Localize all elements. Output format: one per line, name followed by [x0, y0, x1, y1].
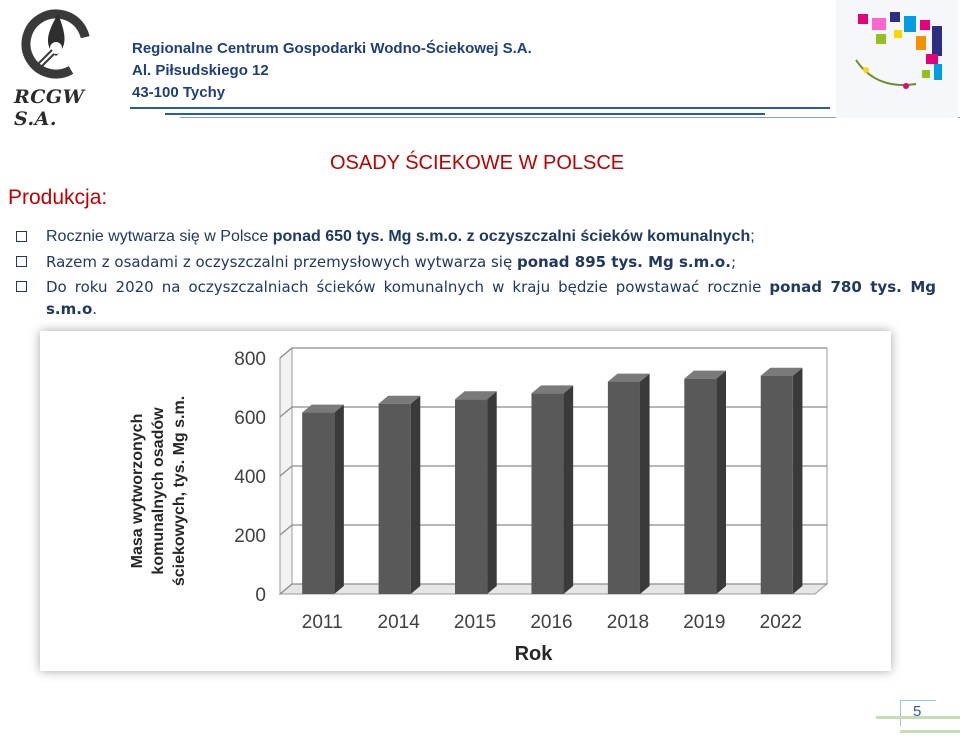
bullet-text-regular: Rocznie wytwarza się w Polsce: [46, 228, 273, 245]
bar-side: [487, 391, 497, 594]
bar: [608, 382, 640, 594]
bullet-text: [46, 226, 936, 248]
bar-side: [716, 371, 726, 594]
bar: [455, 399, 487, 594]
bullet-text-regular: ;: [730, 253, 736, 271]
page-title: OSADY ŚCIEKOWE W POLSCE: [330, 152, 625, 174]
bullet-text: [46, 276, 936, 320]
y-axis-label-line: ściekowych, tys. Mg s.m.: [171, 395, 188, 587]
header-divider: [130, 107, 830, 109]
bar: [761, 376, 793, 594]
bar-side: [411, 396, 421, 594]
bullet-text-regular: ;: [750, 228, 755, 245]
company-address: [132, 38, 532, 104]
y-tick-label: 200: [234, 526, 266, 547]
decorative-mosaic-icon: [836, 0, 958, 118]
list-item: [16, 251, 936, 273]
list-item: [16, 226, 936, 248]
company-logo: [6, 4, 118, 130]
y-tick-label: 400: [234, 467, 266, 488]
bullet-text-bold: ponad 780 tys. Mg s.m.o: [46, 278, 936, 318]
bar-side: [793, 368, 803, 594]
logo-emblem-icon: [6, 4, 118, 88]
page-number: 5: [913, 703, 922, 720]
bar-chart-canvas: [40, 331, 891, 671]
footer-decoration: [900, 730, 960, 733]
bullet-text-bold: ponad 895 tys. Mg s.m.o.: [516, 253, 731, 271]
bar: [379, 404, 411, 594]
y-axis-label-line: Masa wytworzonych: [129, 413, 146, 569]
bar: [531, 393, 563, 594]
bullet-text-regular: Do roku 2020 na oczyszczalniach ścieków komunalnych w kraju będzie powstawać rocznie: [46, 278, 770, 296]
x-tick-label: 2015: [453, 612, 497, 633]
bar-side: [334, 405, 344, 594]
section-label: Produkcja:: [8, 186, 108, 209]
checkbox-bullet-icon: [16, 231, 27, 242]
company-street: Al. Piłsudskiego 12: [132, 62, 269, 79]
bullet-text-regular: Razem z osadami z oczyszczalni przemysłowych wytwarza się: [46, 253, 517, 271]
checkbox-bullet-icon: [16, 281, 27, 292]
list-item: [16, 276, 936, 320]
bullet-text: [46, 251, 936, 273]
company-name: Regionalne Centrum Gospodarki Wodno-Ściekowej S.A.: [132, 40, 532, 57]
header-decoration-image: [836, 0, 958, 118]
bullet-text-bold: ponad 650 tys. Mg s.m.o. z oczyszczalni ścieków komunalnych: [272, 228, 751, 245]
x-tick-label: 2011: [301, 612, 343, 633]
y-tick-label: 600: [234, 408, 266, 429]
bullet-list: [16, 226, 936, 323]
header-divider: [165, 113, 765, 115]
y-tick-label: 800: [234, 349, 266, 370]
x-tick-label: 2022: [759, 612, 802, 633]
x-tick-label: 2014: [377, 612, 420, 633]
bar-chart: [40, 331, 891, 671]
y-axis-label: [129, 396, 188, 586]
x-tick-label: 2016: [530, 612, 573, 633]
bar-side: [640, 374, 650, 594]
company-city: 43-100 Tychy: [132, 84, 226, 101]
logo-text: RCGW S.A.: [14, 86, 85, 130]
x-tick-label: 2018: [606, 612, 650, 633]
bar: [302, 413, 334, 594]
x-tick-label: 2019: [683, 612, 726, 633]
y-axis-label-line: komunalnych osadów: [150, 407, 167, 575]
bullet-text-regular: .: [92, 300, 98, 318]
y-tick-label: 0: [255, 585, 266, 606]
x-axis-label: Rok: [514, 643, 553, 665]
checkbox-bullet-icon: [16, 256, 27, 267]
bar-side: [564, 385, 574, 594]
bar: [684, 379, 716, 594]
